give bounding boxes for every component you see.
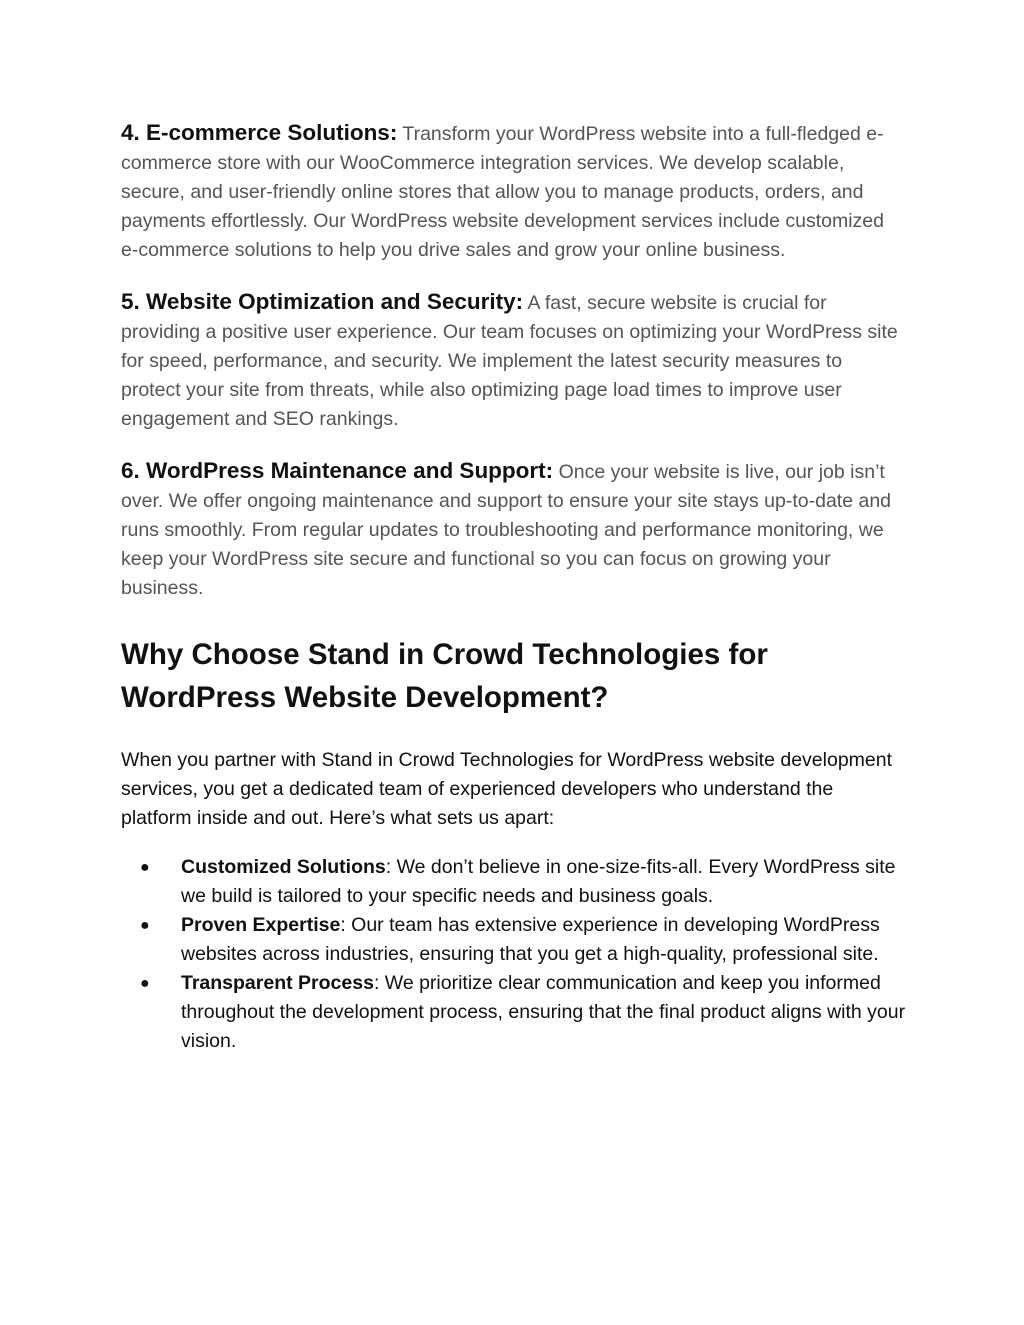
service-title: 6. WordPress Maintenance and Support: <box>121 458 554 483</box>
service-title: 5. Website Optimization and Security: <box>121 289 524 314</box>
service-description: Once your website is live, our job isn’t over. We offer ongoing maintenance and support to ensure your site stays up-to-date and runs smoothly. From regular updates to troubleshooting and performance monitoring, we keep your WordPress site secure and functional so you can focus on growing your business. <box>121 461 892 599</box>
feature-description: : We don’t believe in one-size-fits-all. Every WordPress site we build is tailored to your specific needs and business goals. <box>181 856 896 907</box>
bullet-icon: ● <box>140 859 150 876</box>
list-item <box>121 853 906 911</box>
feature-description: : Our team has extensive experience in developing WordPress websites across industries, ensuring that you get a high-quality, professional site. <box>181 914 880 965</box>
service-ecommerce <box>121 118 906 265</box>
feature-term: Customized Solutions <box>181 856 386 878</box>
feature-description: : We prioritize clear communication and keep you informed throughout the development process, ensuring that the final product aligns with your vision. <box>181 972 906 1052</box>
service-maintenance-support <box>121 456 906 603</box>
bullet-icon: ● <box>140 975 150 992</box>
service-title: 4. E-commerce Solutions: <box>121 120 398 145</box>
feature-list <box>121 853 906 1056</box>
feature-term: Transparent Process <box>181 972 374 994</box>
why-choose-intro: When you partner with Stand in Crowd Technologies for WordPress website development services, you get a dedicated team of experienced developers who understand the platform inside and out. Here’s what sets us apart: <box>121 749 893 829</box>
service-optimization-security <box>121 287 906 434</box>
service-description: Transform your WordPress website into a full-fledged e-commerce store with our WooCommerce integration services. We develop scalable, secure, and user-friendly online stores that allow you to manage products, orders, and payments effortlessly. Our WordPress website development services include customized e-commerce solutions to help you drive sales and grow your online business. <box>121 123 884 261</box>
why-choose-heading: Why Choose Stand in Crowd Technologies for WordPress Website Development? <box>121 638 768 714</box>
list-item <box>121 911 906 969</box>
feature-term: Proven Expertise <box>181 914 341 936</box>
bullet-icon: ● <box>140 917 150 934</box>
document-page <box>121 118 906 1056</box>
service-description: A fast, secure website is crucial for providing a positive user experience. Our team focuses on optimizing your WordPress site for speed, performance, and security. We implement the latest security measures to protect your site from threats, while also optimizing page load times to improve user engagement and SEO rankings. <box>121 292 898 430</box>
list-item <box>121 969 906 1056</box>
